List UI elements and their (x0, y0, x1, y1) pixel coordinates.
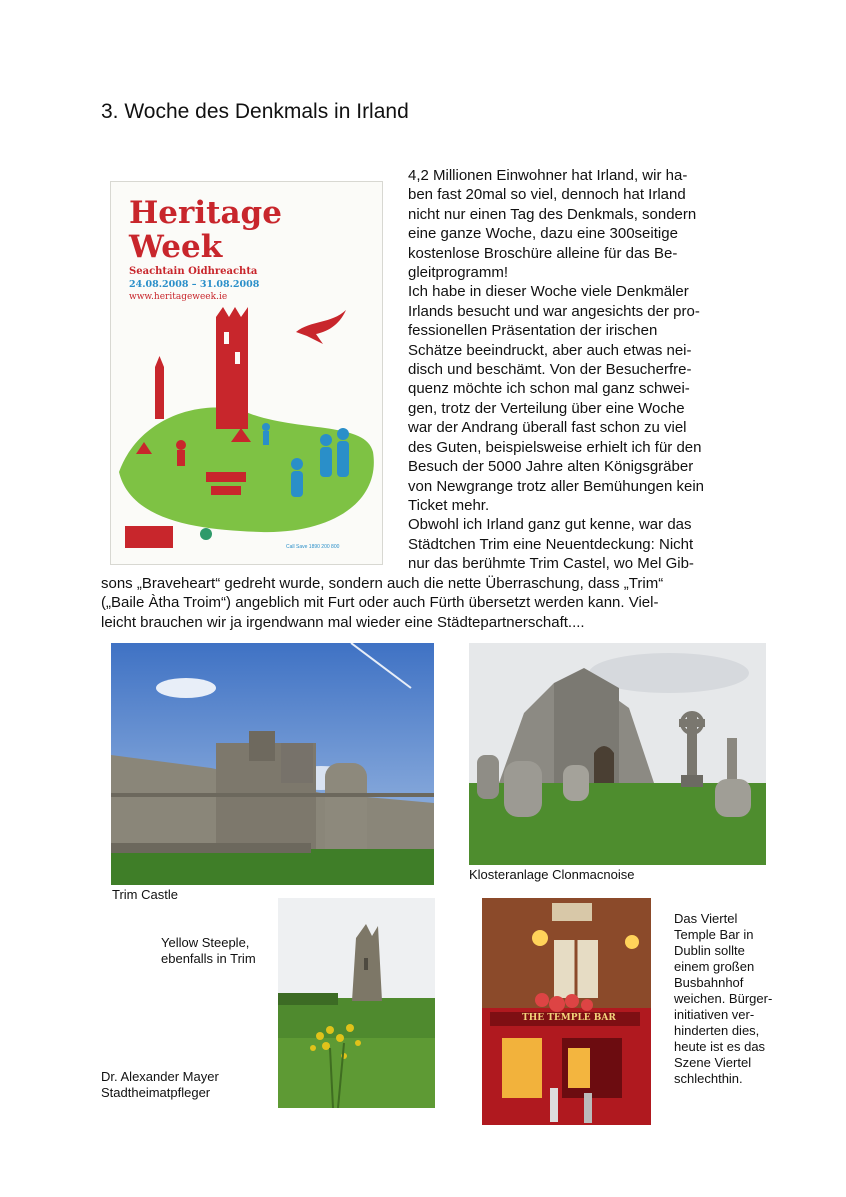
temple-bar-sign: THE TEMPLE BAR (522, 1013, 616, 1023)
author-role: Stadtheimatpfleger (101, 1085, 211, 1100)
text-line: Irlands besucht und war angesichts der pro- (408, 302, 700, 320)
text-line: Ticket mehr. (408, 496, 490, 514)
caption-temple-bar (674, 911, 772, 1087)
text-line: quenz möchte ich schon mal ganz schwei- (408, 380, 690, 398)
text-line: leicht brauchen wir ja irgendwann mal wieder eine Städtepartnerschaft.... (101, 613, 585, 631)
caption-yellow-steeple: Yellow Steeple, ebenfalls in Trim (161, 935, 256, 966)
text-line: 4,2 Millionen Einwohner hat Irland, wir ha- (408, 167, 688, 184)
text-line: fessionellen Präsentation der irischen (408, 322, 658, 340)
yellow-steeple-photo (278, 898, 435, 1108)
text-line: nur das berühmte Trim Castel, wo Mel Gib- (408, 555, 694, 573)
text-line: Obwohl ich Irland ganz gut kenne, war das (408, 516, 692, 534)
caption-line: Temple Bar in (674, 927, 754, 942)
text-line: gleitprogramm! (408, 264, 509, 282)
caption-line: Das Viertel (674, 911, 738, 926)
heritage-week-poster (111, 182, 382, 564)
text-line: („Baile Àtha Troim“) angeblich mit Furt oder auch Fürth übersetzt werden kann. Viel- (101, 594, 659, 612)
text-line: des Guten, beispielsweise erhielt ich für den (408, 438, 702, 456)
caption-line: hinderten dies, (674, 1023, 760, 1038)
text-line: sons „Braveheart“ gedreht wurde, sondern auch die nette Überraschung, dass „Trim“ (101, 575, 664, 592)
clonmacnoise-photo (469, 643, 766, 865)
caption-line: Busbahnhof (674, 975, 744, 990)
text-line: eine ganze Woche, dazu eine 300seitige (408, 225, 678, 243)
text-line: Schätze beeindruckt, aber auch etwas nei- (408, 341, 692, 359)
text-line: Besuch der 5000 Jahre alten Königsgräber (408, 458, 694, 476)
caption-line: weichen. Bürger- (674, 991, 773, 1006)
caption-clonmacnoise: Klosteranlage Clonmacnoise (469, 867, 635, 882)
caption-trim-castle: Trim Castle (112, 887, 178, 902)
caption-line: schlechthin. (674, 1071, 743, 1086)
text-line: gen, trotz der Verteilung über eine Woche (408, 399, 685, 417)
caption-line: Szene Viertel (674, 1055, 752, 1070)
text-line: Städtchen Trim eine Neuentdeckung: Nicht (408, 535, 694, 553)
text-line: von Newgrange trotz aller Bemühungen kein (408, 477, 705, 495)
poster-dates: 24.08.2008 – 31.08.2008 (129, 279, 260, 290)
caption-line: einem großen (674, 959, 755, 974)
text-line: kostenlose Broschüre alleine für das Be- (408, 244, 678, 262)
continuation-paragraph (101, 574, 751, 632)
intro-paragraph (408, 166, 753, 574)
text-line: nicht nur einen Tag des Denkmals, sondern (408, 205, 697, 223)
trim-castle-photo (111, 643, 434, 885)
poster-subtitle: Seachtain Oidhreachta (129, 266, 258, 277)
caption-line: Dublin sollte (674, 943, 745, 958)
page-title: 3. Woche des Denkmals in Irland (101, 100, 409, 123)
temple-bar-photo (482, 898, 651, 1125)
text-line: disch und beschämt. Von der Besucherfre- (408, 361, 692, 379)
text-line: ben fast 20mal so viel, dennoch hat Irland (408, 186, 686, 204)
poster-url: www.heritageweek.ie (129, 292, 228, 302)
author-name: Dr. Alexander Mayer (101, 1069, 219, 1084)
author-signature (101, 1069, 219, 1101)
caption-line: initiativen ver- (674, 1007, 755, 1022)
text-line: Ich habe in dieser Woche viele Denkmäler (408, 283, 689, 301)
poster-call-save: Call Save 1890 200 800 (286, 544, 340, 550)
text-line: war der Andrang überall fast schon zu viel (408, 419, 687, 437)
caption-line: heute ist es das (674, 1039, 766, 1054)
poster-title-heritage: Heritage (129, 195, 282, 231)
poster-title-week: Week (129, 229, 223, 265)
